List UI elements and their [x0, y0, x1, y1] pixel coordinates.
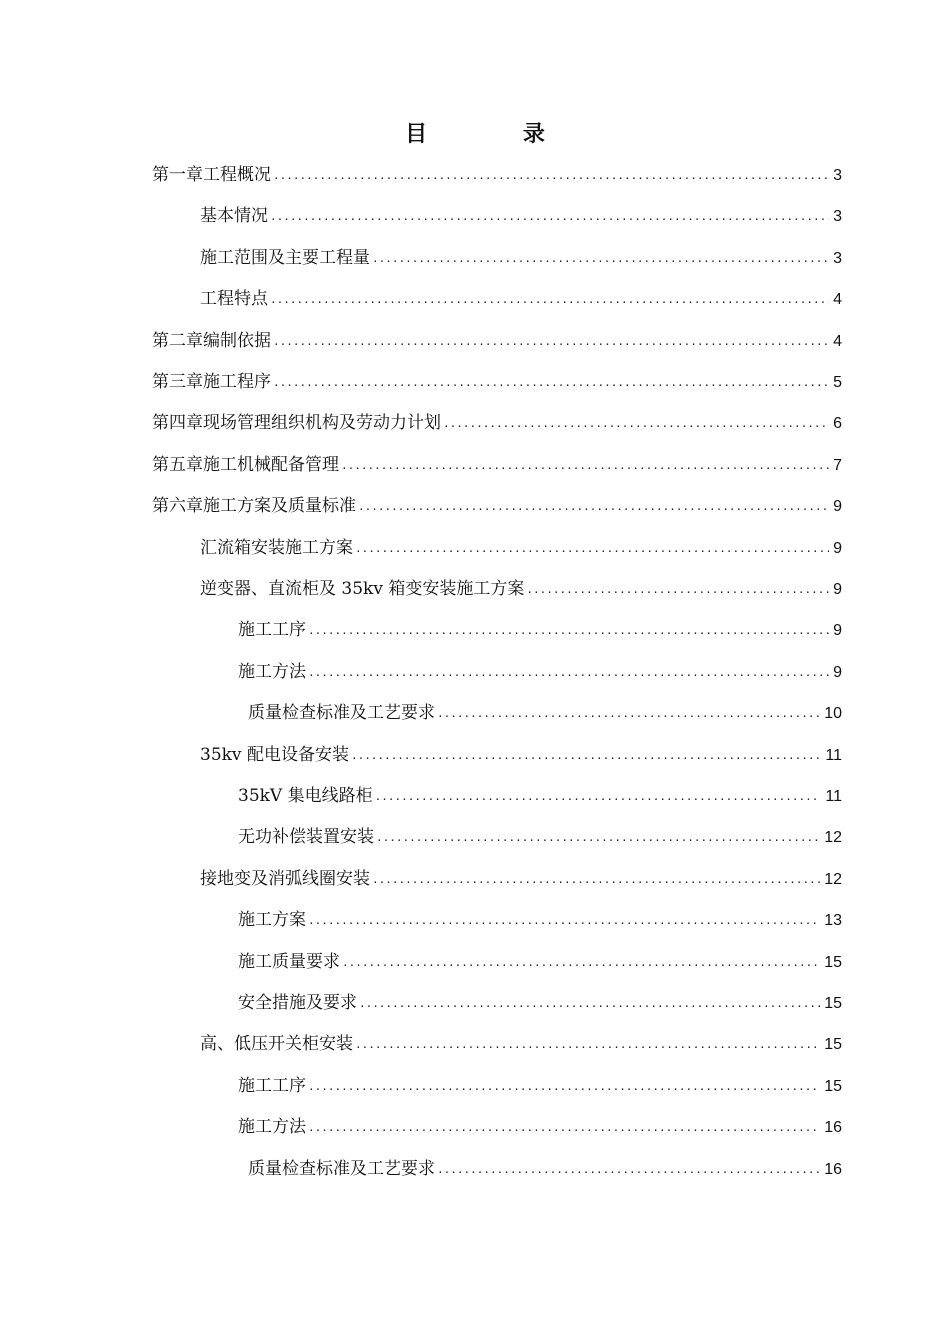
toc-chapter-number: 第一章 [152, 165, 203, 185]
toc-dot-leader [270, 288, 829, 312]
toc-dot-leader [355, 537, 829, 561]
toc-dot-leader [308, 909, 820, 933]
toc-page-number: 12 [824, 829, 842, 847]
toc-entry-text: 基本情况 [200, 206, 268, 227]
toc-entry[interactable] [238, 825, 842, 849]
toc-page-number: 15 [824, 1036, 842, 1054]
toc-chapter-number: 第三章 [152, 372, 203, 392]
toc-dot-leader [375, 785, 822, 809]
toc-entry[interactable] [238, 660, 842, 684]
toc-entry[interactable] [238, 991, 842, 1015]
toc-entry[interactable] [152, 453, 842, 477]
toc-dot-leader [341, 454, 829, 478]
toc-dot-leader [526, 578, 829, 602]
toc-page-number: 4 [833, 291, 842, 309]
toc-entry[interactable] [152, 329, 842, 353]
toc-dot-leader [308, 661, 829, 685]
toc-page-number: 6 [833, 415, 842, 433]
toc-entry-text: 35kV 集电线路柜 [238, 786, 373, 806]
toc-entry[interactable] [200, 536, 842, 560]
toc-page-number: 4 [833, 332, 842, 350]
toc-dot-leader [437, 1158, 820, 1182]
toc-entry[interactable] [200, 204, 842, 228]
toc-page-number: 9 [833, 539, 842, 557]
toc-entry-text: 质量检查标准及工艺要求 [248, 1158, 435, 1179]
toc-entry[interactable] [200, 246, 842, 270]
toc-dot-leader [308, 1075, 820, 1099]
toc-entry[interactable] [200, 287, 842, 311]
toc-entry-text: 施工范围及主要工程量 [200, 247, 370, 268]
toc-page-number: 16 [824, 1160, 842, 1178]
toc-entry[interactable] [200, 577, 842, 601]
toc-entry-text: 35kv 配电设备安装 [200, 744, 349, 765]
toc-page-number: 9 [833, 581, 842, 598]
toc-dot-leader [376, 826, 820, 850]
toc-entry-text: 施工方法 [238, 1117, 306, 1138]
toc-entry-text: 工程特点 [200, 289, 268, 310]
toc-entry-text: 施工工序 [238, 1075, 306, 1096]
toc-entry[interactable] [152, 370, 842, 394]
toc-entry-text: 工程概况 [203, 165, 271, 185]
toc-dot-leader [359, 992, 820, 1016]
toc-entry[interactable] [248, 701, 842, 725]
toc-entry-text: 汇流箱安装施工方案 [200, 537, 353, 558]
toc-page-number: 9 [833, 498, 842, 516]
toc-entry-text: 安全措施及要求 [238, 993, 357, 1013]
toc-page-number: 13 [824, 912, 842, 930]
toc-entry[interactable] [238, 1074, 842, 1098]
toc-entry[interactable] [200, 867, 842, 891]
toc-dot-leader [372, 247, 829, 271]
toc-entry[interactable] [248, 1157, 842, 1181]
toc-dot-leader [358, 495, 829, 519]
toc-dot-leader [355, 1033, 820, 1057]
toc-dot-leader [273, 164, 829, 188]
toc-dot-leader [437, 702, 820, 726]
toc-entry[interactable] [200, 743, 842, 767]
toc-entry-text: 现场管理组织机构及劳动力计划 [203, 413, 441, 434]
toc-entry[interactable] [200, 1032, 842, 1056]
toc-dot-leader [351, 744, 821, 768]
toc-page-number: 15 [824, 995, 842, 1012]
toc-page-number: 15 [824, 1077, 842, 1095]
toc-dot-leader [443, 412, 829, 436]
toc-entry[interactable] [152, 411, 842, 435]
toc-entry-text: 施工方案 [238, 910, 306, 931]
toc-page-number: 10 [824, 705, 842, 723]
toc-chapter-number: 第二章 [152, 330, 203, 351]
toc-entry[interactable] [238, 950, 842, 974]
toc-page-number: 5 [833, 374, 842, 391]
toc-dot-leader [308, 1116, 820, 1140]
toc-entry-text: 编制依据 [203, 330, 271, 351]
toc-entry[interactable] [152, 494, 842, 518]
toc-entry[interactable] [238, 784, 842, 808]
toc-dot-leader [270, 205, 829, 229]
toc-page-number: 15 [824, 953, 842, 971]
toc-page-number: 16 [824, 1119, 842, 1137]
toc-entry-text: 施工质量要求 [238, 951, 340, 972]
toc-entry-text: 高、低压开关柜安装 [200, 1034, 353, 1055]
toc-entry-text: 施工工序 [238, 620, 306, 641]
toc-page-number: 9 [833, 663, 842, 681]
toc-page-number: 3 [833, 167, 842, 184]
toc-dot-leader [273, 330, 829, 354]
toc-page-number: 7 [833, 456, 842, 474]
toc-entry-text: 无功补偿装置安装 [238, 827, 374, 848]
toc-entry-text: 施工方法 [238, 661, 306, 682]
toc-entry-text: 逆变器、直流柜及 35kv 箱变安装施工方案 [200, 579, 525, 599]
toc-page-number: 12 [824, 870, 842, 888]
toc-page-number: 11 [825, 746, 842, 764]
toc-chapter-number: 第六章 [152, 496, 203, 517]
toc-entry[interactable] [238, 908, 842, 932]
toc-entry-text: 质量检查标准及工艺要求 [248, 703, 435, 724]
toc-entry-text: 施工方案及质量标准 [203, 496, 356, 517]
toc-page-number: 3 [833, 208, 842, 226]
toc-chapter-number: 第四章 [152, 413, 203, 434]
toc-dot-leader [308, 619, 829, 643]
toc-entry[interactable] [152, 163, 842, 187]
toc-entry-text: 接地变及消弧线圈安装 [200, 868, 370, 889]
toc-dot-leader [342, 951, 820, 975]
toc-page-number: 9 [833, 622, 842, 640]
toc-page-number: 3 [833, 249, 842, 267]
toc-entry-text: 施工程序 [203, 372, 271, 392]
toc-entry[interactable] [238, 618, 842, 642]
toc-dot-leader [273, 371, 829, 395]
toc-dot-leader [372, 868, 820, 892]
toc-entry-text: 施工机械配备管理 [203, 454, 339, 475]
toc-chapter-number: 第五章 [152, 454, 203, 475]
toc-title: 目 录 [405, 121, 589, 147]
toc-entry[interactable] [238, 1115, 842, 1139]
toc-page-number: 11 [825, 788, 842, 805]
